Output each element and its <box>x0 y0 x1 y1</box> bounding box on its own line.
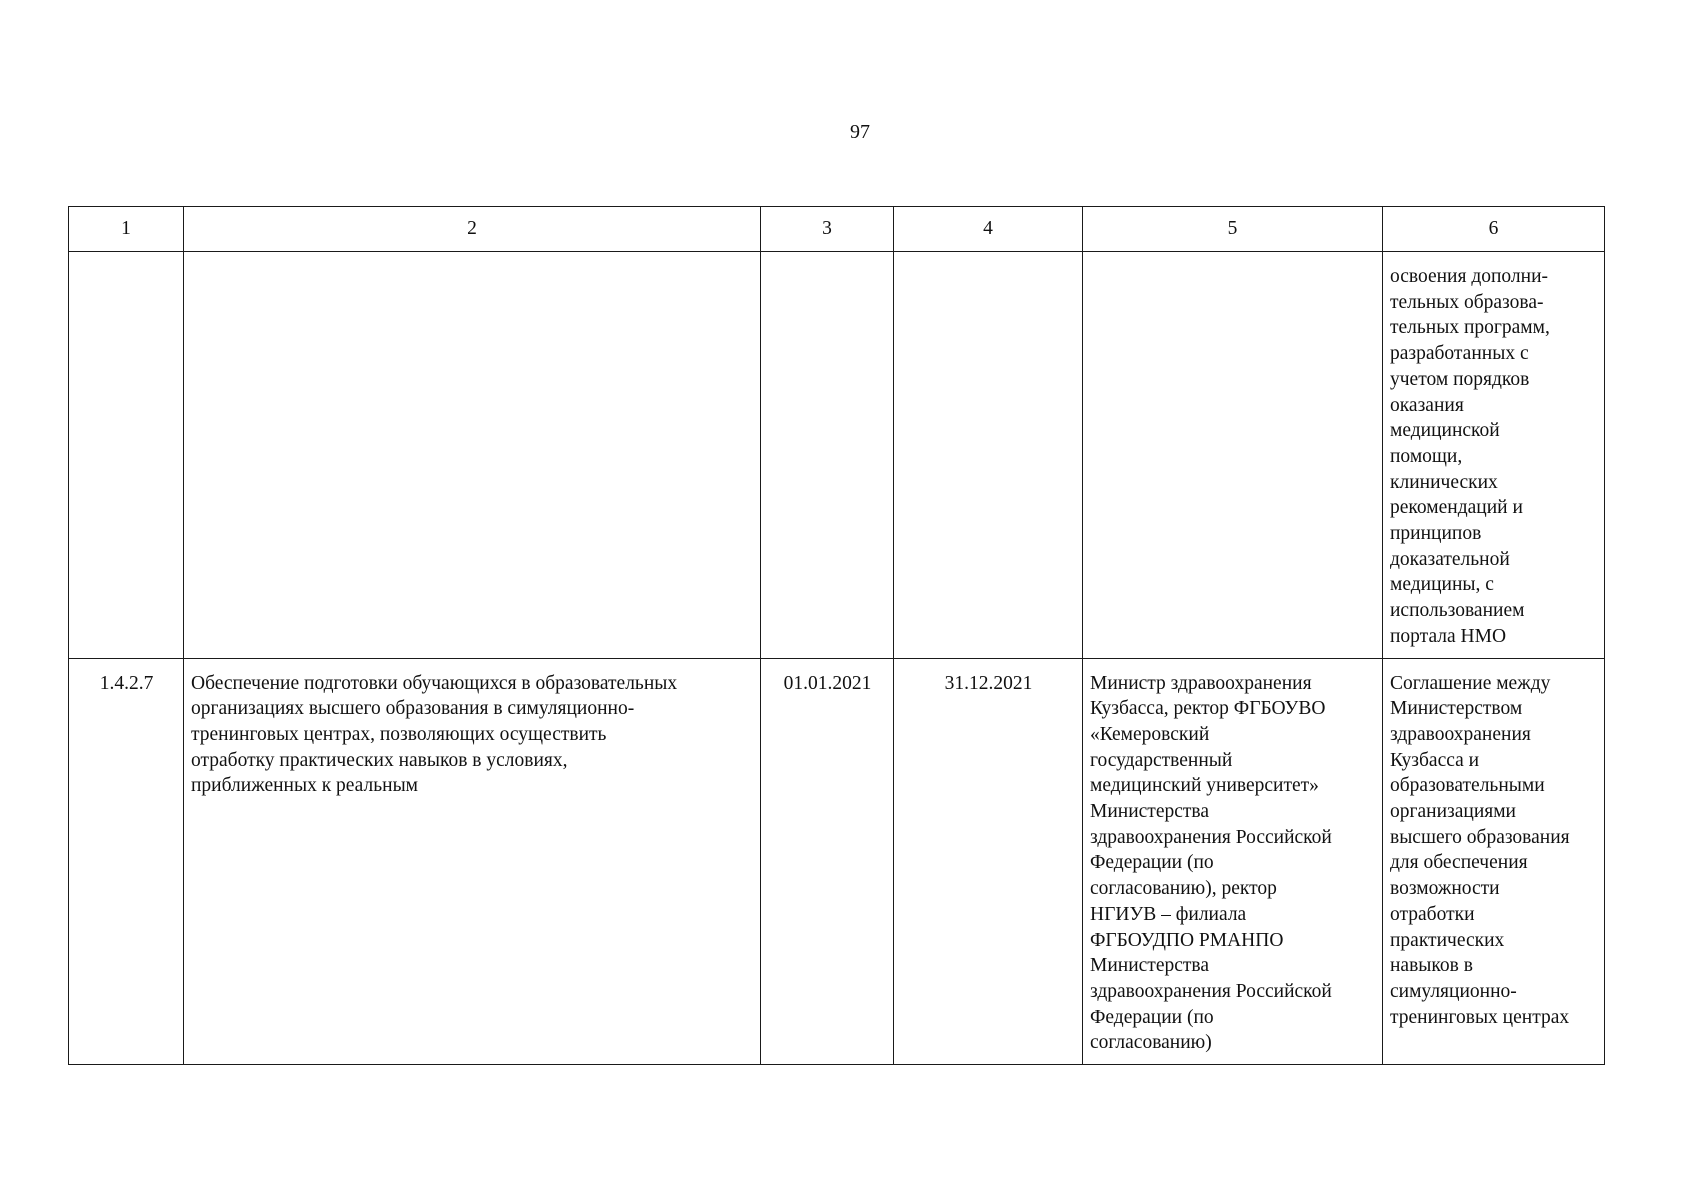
cell-number <box>69 252 184 659</box>
cell-activity: Обеспечение подготовки обучающихся в образовательных организациях высшего образования в симуляционно- тренинговых центрах, позволяющих осуществить отработку практических навыков в условиях, приближенных к реальным <box>184 658 761 1065</box>
column-header-5: 5 <box>1083 207 1383 252</box>
cell-result: Соглашение между Министерством здравоохранения Кузбасса и образовательными организациями высшего образования для обеспечения возможности отработки практических навыков в симуляционно- тренинговых центрах <box>1383 658 1605 1065</box>
cell-start-date <box>761 252 894 659</box>
table-header-row <box>69 207 1605 252</box>
column-header-1: 1 <box>69 207 184 252</box>
cell-result: освоения дополни- тельных образова- тельных программ, разработанных с учетом порядков оказания медицинской помощи, клинических рекомендаций и принципов доказательной медицины, с использованием портала НМО <box>1383 252 1605 659</box>
cell-start-date: 01.01.2021 <box>761 658 894 1065</box>
cell-number: 1.4.2.7 <box>69 658 184 1065</box>
cell-responsible <box>1083 252 1383 659</box>
column-header-6: 6 <box>1383 207 1605 252</box>
cell-end-date <box>894 252 1083 659</box>
table-row <box>69 658 1605 1065</box>
cell-end-date: 31.12.2021 <box>894 658 1083 1065</box>
column-header-4: 4 <box>894 207 1083 252</box>
page-number: 97 <box>850 121 870 143</box>
column-header-3: 3 <box>761 207 894 252</box>
plan-table <box>68 206 1605 1065</box>
table-row <box>69 252 1605 659</box>
column-header-2: 2 <box>184 207 761 252</box>
cell-activity <box>184 252 761 659</box>
cell-responsible: Министр здравоохранения Кузбасса, ректор ФГБОУВО «Кемеровский государственный медицинский университет» Министерства здравоохранения Российской Федерации (по согласованию), ректор НГИУВ – филиала ФГБОУДПО РМАНПО Министерства здравоохранения Российской Федерации (по согласованию) <box>1083 658 1383 1065</box>
